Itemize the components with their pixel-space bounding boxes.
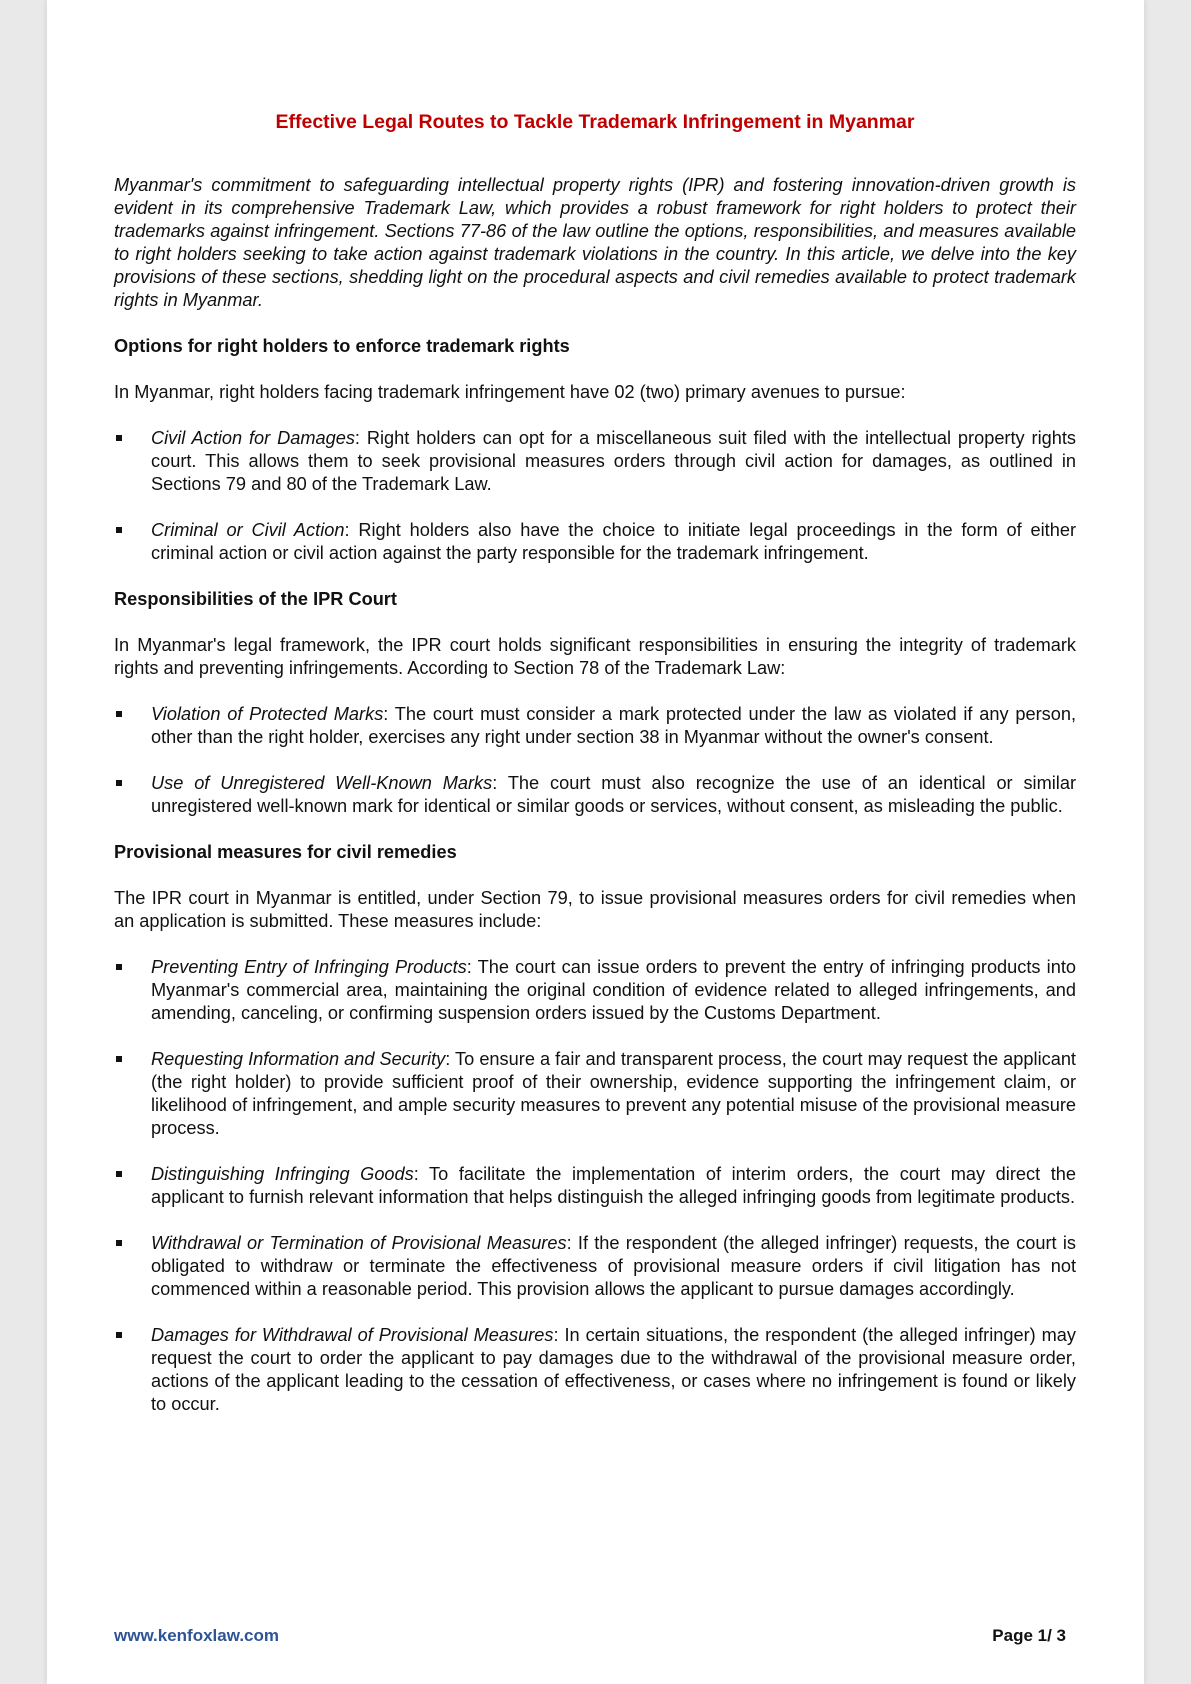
- section-paragraph: The IPR court in Myanmar is entitled, under Section 79, to issue provisional measures orders for civil remedies when an application is submitted. These measures include:: [114, 888, 1076, 931]
- section-responsibilities: [114, 588, 1076, 818]
- bullet-text: : To facilitate the implementation of interim orders, the court may direct the applicant to furnish relevant information that helps distinguish the alleged infringing goods from legitimate products.: [151, 1164, 1076, 1207]
- square-bullet-icon: [116, 964, 122, 970]
- list-item: [114, 1324, 1076, 1416]
- bullet-list: [114, 427, 1076, 565]
- bullet-text: : Right holders also have the choice to initiate legal proceedings in the form of either criminal action or civil action against the party responsible for the trademark infringement.: [151, 520, 1076, 563]
- square-bullet-icon: [116, 527, 122, 533]
- bullet-text: : The court must also recognize the use of an identical or similar unregistered well-known mark for identical or similar goods or services, without consent, as misleading the public.: [151, 773, 1077, 816]
- list-item: [114, 1163, 1076, 1209]
- list-item: [114, 772, 1076, 818]
- footer-website-link[interactable]: www.kenfoxlaw.com: [114, 1626, 280, 1645]
- bullet-text: : Right holders can opt for a miscellaneous suit filed with the intellectual property rights court. This allows them to seek provisional measures orders through civil action for damages, as outlined in Sections 79 and 80 of the Trademark Law.: [151, 428, 1076, 494]
- section-paragraph: In Myanmar's legal framework, the IPR court holds significant responsibilities in ensuring the integrity of trademark rights and preventing infringements. According to Section 78 of the Trademark Law:: [114, 635, 1076, 678]
- bullet-text: : The court must consider a mark protected under the law as violated if any person, other than the right holder, exercises any right under section 38 in Myanmar without the owner's consent.: [151, 704, 1076, 747]
- list-item: [114, 519, 1076, 565]
- document-page: [47, 0, 1144, 1684]
- document-body: [114, 110, 1076, 1439]
- square-bullet-icon: [116, 1171, 122, 1177]
- bullet-term: Civil Action for Damages: [151, 428, 355, 448]
- section-heading: Options for right holders to enforce trademark rights: [114, 336, 570, 356]
- bullet-list: [114, 703, 1076, 818]
- square-bullet-icon: [116, 780, 122, 786]
- bullet-term: Requesting Information and Security: [151, 1049, 446, 1069]
- bullet-text: : In certain situations, the respondent (the alleged infringer) may request the court to order the applicant to pay damages due to the withdrawal of the provisional measure order, actions of the applicant leading to the cessation of effectiveness, or cases where no infringement is found or likely to occur.: [151, 1325, 1076, 1414]
- list-item: [114, 703, 1076, 749]
- section-paragraph: In Myanmar, right holders facing trademark infringement have 02 (two) primary avenues to pursue:: [114, 382, 906, 402]
- bullet-text: : If the respondent (the alleged infringer) requests, the court is obligated to withdraw or terminate the effectiveness of provisional measure orders if civil litigation has not commenced within a reasonable period. This provision allows the applicant to pursue damages accordingly.: [151, 1233, 1076, 1299]
- intro-paragraph: Myanmar's commitment to safeguarding intellectual property rights (IPR) and fostering innovation-driven growth is evident in its comprehensive Trademark Law, which provides a robust framework for right holders to protect their trademarks against infringement. Sections 77-86 of the law outline the options, responsibilities, and measures available to right holders seeking to take action against trademark violations in the country. In this article, we delve into the key provisions of these sections, shedding light on the procedural aspects and civil remedies available to protect trademark rights in Myanmar.: [114, 175, 1076, 310]
- bullet-term: Withdrawal or Termination of Provisional Measures: [151, 1233, 567, 1253]
- square-bullet-icon: [116, 435, 122, 441]
- list-item: [114, 956, 1076, 1025]
- bullet-text: : To ensure a fair and transparent process, the court may request the applicant (the right holder) to provide sufficient proof of their ownership, evidence supporting the infringement claim, or likelihood of infringement, and ample security measures to prevent any potential misuse of the provisional measure process.: [151, 1049, 1076, 1138]
- section-provisional-measures: [114, 841, 1076, 1416]
- square-bullet-icon: [116, 1332, 122, 1338]
- bullet-term: Distinguishing Infringing Goods: [151, 1164, 414, 1184]
- bullet-list: [114, 956, 1076, 1416]
- square-bullet-icon: [116, 1240, 122, 1246]
- bullet-term: Use of Unregistered Well-Known Marks: [151, 773, 493, 793]
- bullet-term: Preventing Entry of Infringing Products: [151, 957, 467, 977]
- section-heading: Provisional measures for civil remedies: [114, 842, 457, 862]
- section-options: [114, 335, 1076, 565]
- list-item: [114, 427, 1076, 496]
- bullet-term: Violation of Protected Marks: [151, 704, 384, 724]
- list-item: [114, 1048, 1076, 1140]
- section-heading: Responsibilities of the IPR Court: [114, 589, 397, 609]
- list-item: [114, 1232, 1076, 1301]
- bullet-term: Damages for Withdrawal of Provisional Measures: [151, 1325, 554, 1345]
- page-number: Page 1/ 3: [992, 1626, 1066, 1645]
- bullet-term: Criminal or Civil Action: [151, 520, 345, 540]
- square-bullet-icon: [116, 711, 122, 717]
- document-title: Effective Legal Routes to Tackle Trademark Infringement in Myanmar: [275, 111, 915, 133]
- bullet-text: : The court can issue orders to prevent the entry of infringing products into Myanmar's commercial area, maintaining the original condition of evidence related to alleged infringements, and amending, canceling, or confirming suspension orders issued by the Customs Department.: [151, 957, 1076, 1023]
- square-bullet-icon: [116, 1056, 122, 1062]
